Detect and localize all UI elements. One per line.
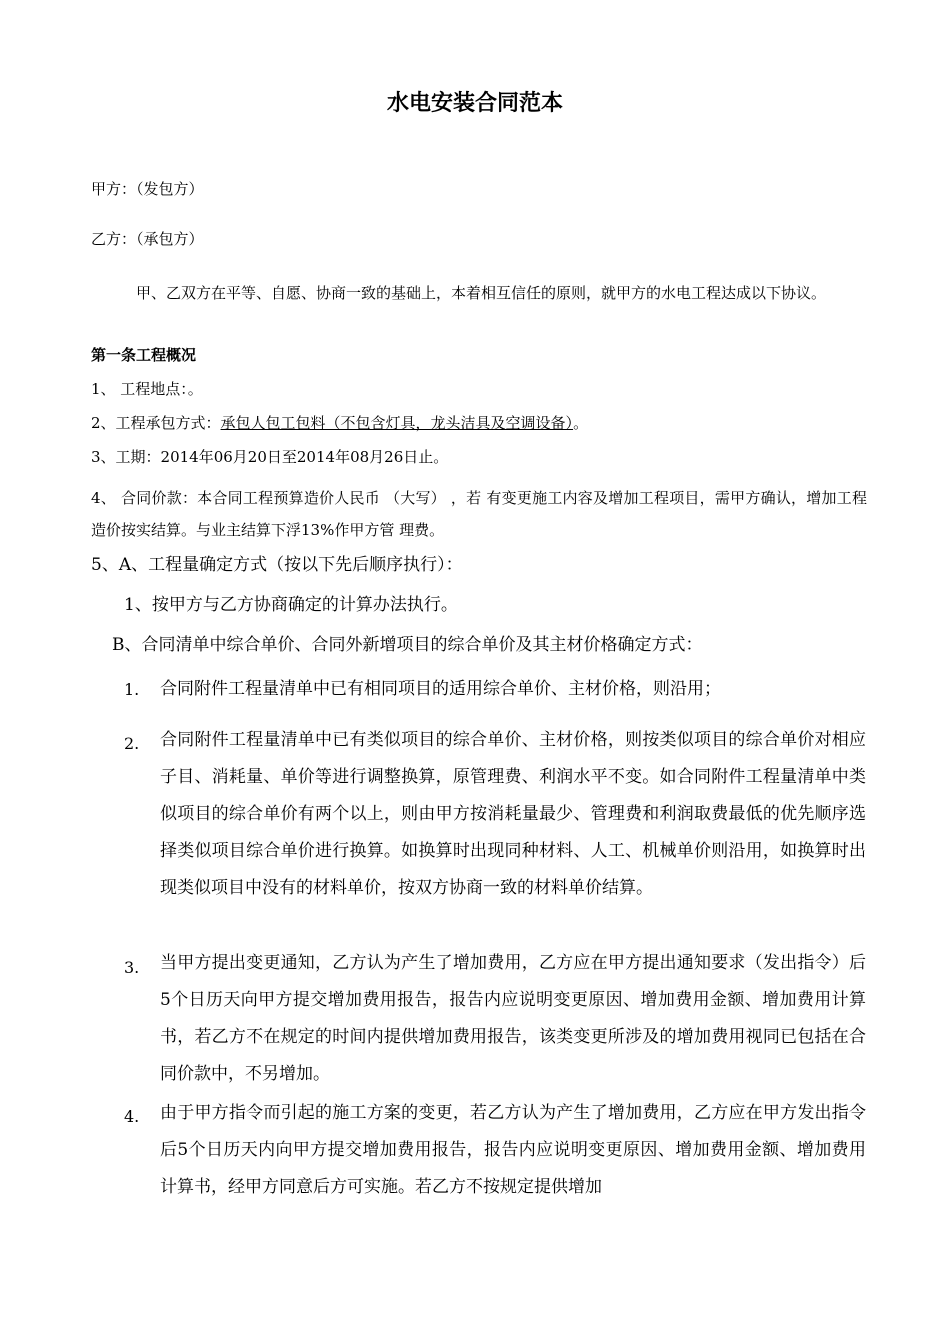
list-item-text: 合同附件工程量清单中已有类似项目的综合单价、主材价格，则按类似项目的综合单价对相应子目、消耗量、单价等进行调整换算，原管理费、利润水平不变。如合同附件工程量清单中类似项目的综合单价有两个以上，则由甲方按消耗量最少、管理费和利润取费最低的优先顺序选择类似项目综合单价进行换算。如换算时出现同种材料、人工、机械单价则沿用，如换算时出现类似项目中没有的材料单价，按双方协商一致的材料单价结算。 bbox=[160, 730, 866, 898]
item2-prefix: 2、工程承包方式： bbox=[91, 414, 221, 432]
item4-price: 4、 合同价款：本合同工程预算造价人民币 （大写） ，若 有变更施工内容及增加工程项目，需甲方确认，增加工程造价按实结算。与业主结算下浮13%作甲方管 理费。 bbox=[91, 489, 867, 539]
list-item-number: 2. bbox=[124, 734, 140, 753]
list-item-text: 由于甲方指令而引起的施工方案的变更，若乙方认为产生了增加费用，乙方应在甲方发出指令后5个日历天内向甲方提交增加费用报告，报告内应说明变更原因、增加费用金额、增加费用计算书，经甲方同意后方可实施。若乙方不按规定提供增加 bbox=[160, 1103, 866, 1197]
item3-duration: 3、工期：2014年06月20日至2014年08月26日止。 bbox=[91, 448, 449, 466]
section1-heading: 第一条工程概况 bbox=[91, 346, 197, 364]
list-item-text: 当甲方提出变更通知，乙方认为产生了增加费用，乙方应在甲方提出通知要求（发出指令）后5个日历天向甲方提交增加费用报告，报告内应说明变更原因、增加费用金额、增加费用计算书，若乙方不在规定的时间内提供增加费用报告，该类变更所涉及的增加费用视同已包括在合同价款中，不另增加。 bbox=[160, 953, 866, 1084]
party-b-line: 乙方：（承包方） bbox=[91, 230, 204, 248]
intro-paragraph: 甲、乙双方在平等、自愿、协商一致的基础上，本着相互信任的原则，就甲方的水电工程达成以下协议。 bbox=[136, 284, 827, 302]
party-a-line: 甲方：（发包方） bbox=[91, 180, 204, 198]
item5a-line: 5、A、工程量确定方式（按以下先后顺序执行）： bbox=[91, 555, 463, 575]
list-item-text: 合同附件工程量清单中已有相同项目的适用综合单价、主材价格，则沿用； bbox=[160, 679, 721, 699]
item5b-line: B、合同清单中综合单价、合同外新增项目的综合单价及其主材价格确定方式： bbox=[112, 635, 703, 655]
list-item-number: 3. bbox=[124, 958, 140, 977]
item2-contract-method bbox=[91, 413, 588, 433]
item2-suffix: 。 bbox=[573, 414, 589, 432]
item5a-sub1: 1、按甲方与乙方协商确定的计算办法执行。 bbox=[124, 595, 458, 615]
item2-underlined-text: 承包人包工包料（不包含灯具，龙头洁具及空调设备） bbox=[220, 414, 574, 432]
list-item-number: 1. bbox=[124, 680, 140, 699]
list-item-number: 4. bbox=[124, 1107, 140, 1126]
item1-location: 1、 工程地点：。 bbox=[91, 380, 203, 398]
document-title: 水电安装合同范本 bbox=[386, 91, 563, 116]
